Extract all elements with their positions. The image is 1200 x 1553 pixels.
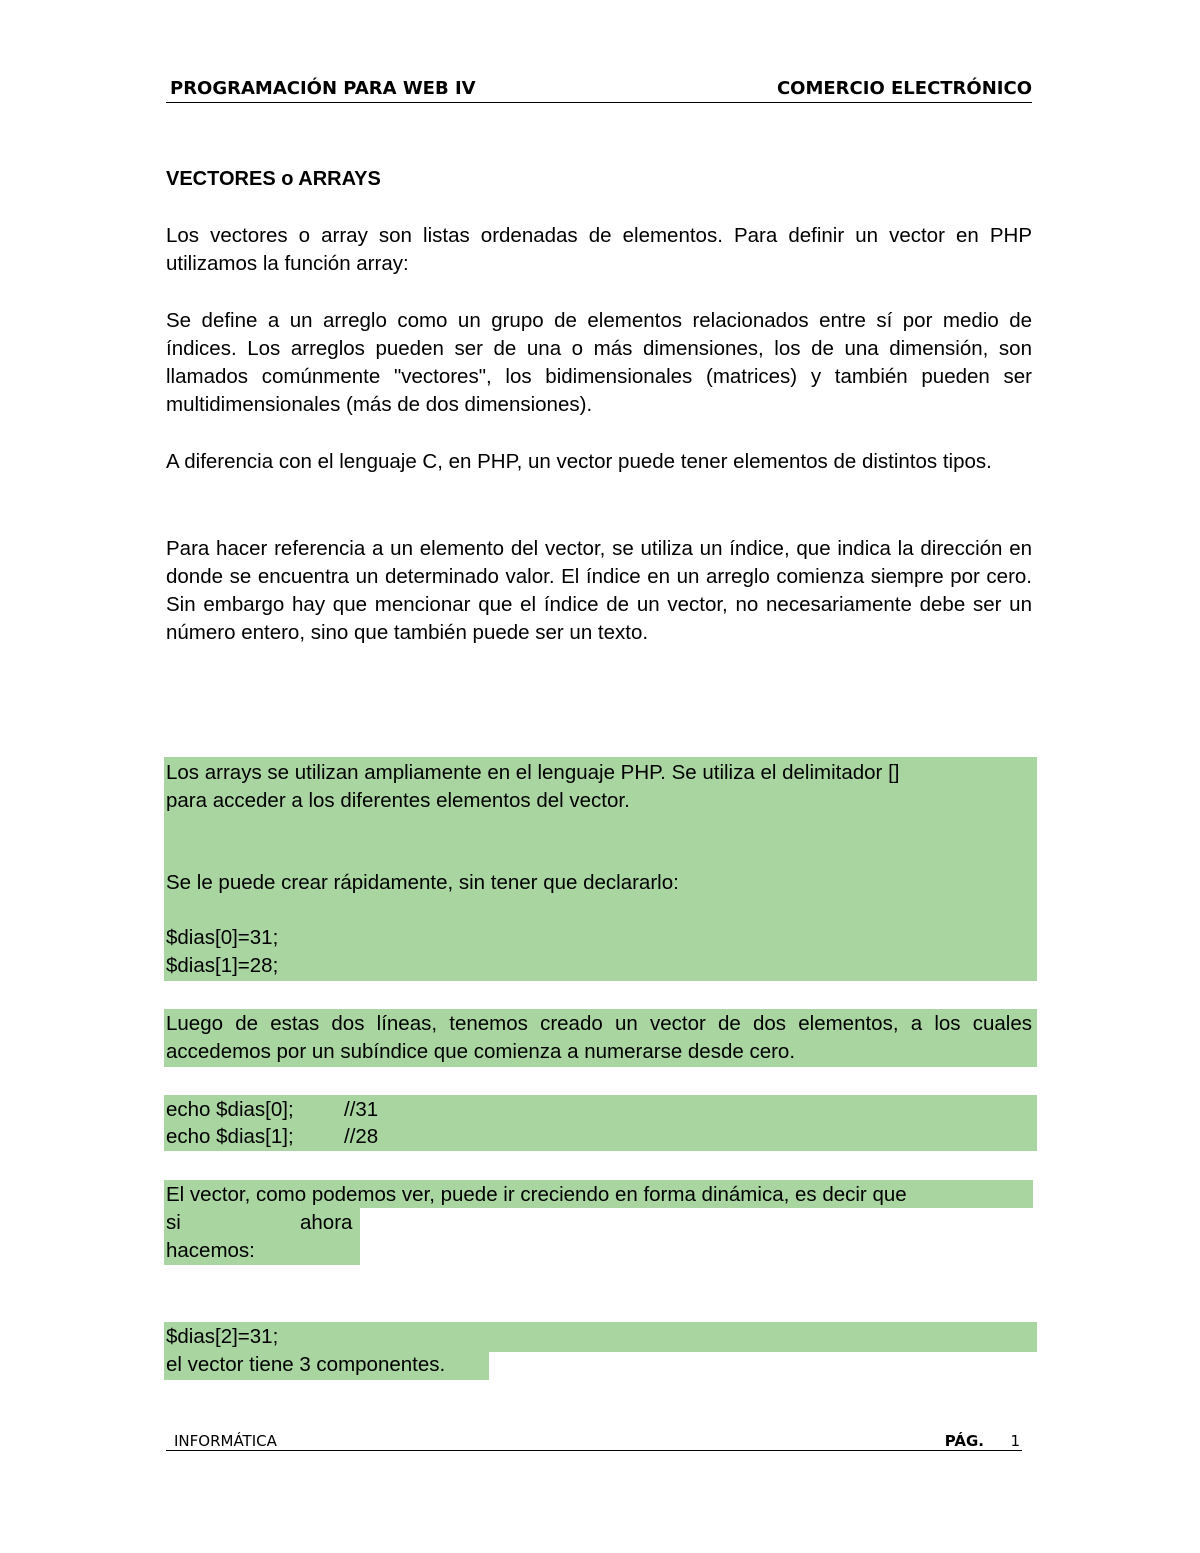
echo-code-1: echo $dias[0]; [166, 1098, 294, 1121]
page-footer [166, 1430, 1022, 1451]
highlight-block-final-code [164, 1322, 1037, 1352]
header-course-title: PROGRAMACIÓN PARA WEB IV [170, 78, 476, 99]
final-text-line: el vector tiene 3 componentes. [166, 1353, 446, 1376]
explanation-text: Luego de estas dos líneas, tenemos creado un vector de dos elementos, a los cuales accedemos por un subíndice que comienza a numerarse desde cero. [166, 1012, 1032, 1063]
section-title: VECTORES o ARRAYS [166, 168, 381, 190]
dynamic-line-3: hacemos: [166, 1239, 255, 1262]
usage-line-2: para acceder a los diferentes elementos del vector. [166, 789, 630, 812]
dynamic-word-si: si [166, 1211, 181, 1234]
final-code-line: $dias[2]=31; [166, 1325, 279, 1348]
highlight-block-explanation [164, 1009, 1037, 1067]
paragraph-index: Para hacer referencia a un elemento del vector, se utiliza un índice, que indica la dirección en donde se encuentra un determinado valor. El índice en un arreglo comienza siempre por cero. Sin embargo hay que mencionar que el índice de un vector, no necesariamente debe ser un número entero, sino que también puede ser un texto. [166, 537, 1032, 644]
highlight-block-echo [164, 1095, 1037, 1151]
footer-page-label: PÁG. [944, 1432, 984, 1450]
usage-line-3: Se le puede crear rápidamente, sin tener que declararlo: [166, 871, 679, 894]
header-subject: COMERCIO ELECTRÓNICO [776, 78, 1032, 99]
echo-comment-2: //28 [344, 1125, 379, 1148]
echo-comment-1: //31 [344, 1098, 379, 1121]
dynamic-word-ahora: ahora [300, 1211, 353, 1234]
usage-line-1: Los arrays se utilizan ampliamente en el lenguaje PHP. Se utiliza el delimitador [] [166, 761, 900, 784]
page-header [166, 78, 1032, 103]
footer-page-number: 1 [1010, 1432, 1020, 1450]
footer-department: INFORMÁTICA [174, 1432, 277, 1450]
code-line-dias-1: $dias[1]=28; [166, 954, 279, 977]
paragraph-intro: Los vectores o array son listas ordenadas de elementos. Para definir un vector en PHP utilizamos la función array: [166, 224, 1032, 275]
echo-code-2: echo $dias[1]; [166, 1125, 294, 1148]
paragraph-types: A diferencia con el lenguaje C, en PHP, un vector puede tener elementos de distintos tipos. [166, 450, 992, 473]
paragraph-definition: Se define a un arreglo como un grupo de elementos relacionados entre sí por medio de índices. Los arreglos pueden ser de una o más dimensiones, los de una dimensión, son llamados comúnmente "vectores", los bidimensionales (matrices) y también pueden ser multidimensionales (más de dos dimensiones). [166, 309, 1032, 416]
dynamic-line-1: El vector, como podemos ver, puede ir creciendo en forma dinámica, es decir que [166, 1183, 907, 1206]
highlight-block-usage [164, 757, 1037, 981]
code-line-dias-0: $dias[0]=31; [166, 926, 279, 949]
